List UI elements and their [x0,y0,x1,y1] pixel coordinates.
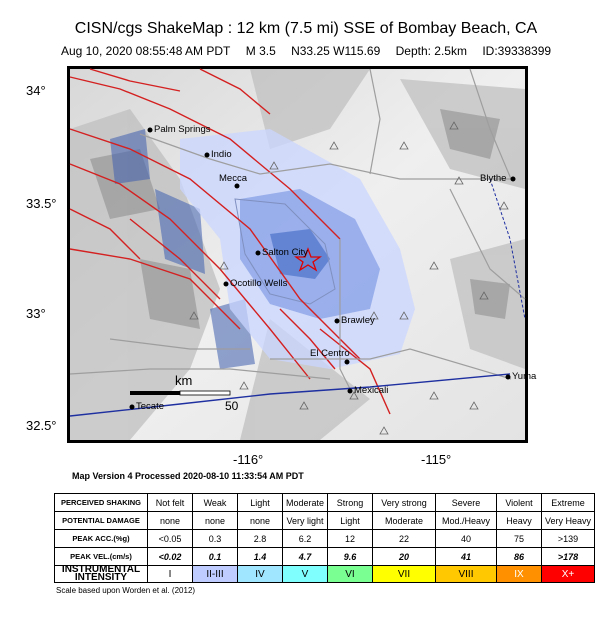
city-label-salton-city: Salton City [262,247,308,258]
legend-cell: 20 [373,548,436,566]
legend-cell: <0.05 [148,530,193,548]
intensity-swatch: II-III [193,566,238,583]
event-id: ID:39338399 [482,44,552,58]
legend-cell: Violent [497,494,542,512]
city-label-mexicali: Mexicali [354,385,389,396]
legend-row-potential-damage [55,512,595,530]
city-label-palm-springs: Palm Springs [154,124,211,135]
legend-header: PEAK VEL.(cm/s) [55,548,148,566]
scale-credit: Scale based upon Worden et al. (2012) [56,586,196,595]
city-label-mecca: Mecca [219,173,247,184]
lon-label-115: -115° [421,452,452,467]
legend-cell: Light [328,512,373,530]
city-label-tecate: Tecate [136,401,164,412]
legend-cell: Heavy [497,512,542,530]
scale-bar-value: 50 [225,399,239,413]
legend-header: INSTRUMENTAL INTENSITY [55,566,148,583]
legend-cell: >178 [542,548,595,566]
intensity-swatch: X+ [542,566,595,583]
legend-cell: 86 [497,548,542,566]
intensity-swatch: IV [238,566,283,583]
legend-row-peak-acc [55,530,595,548]
legend-cell: Weak [193,494,238,512]
lat-label-34: 34° [26,83,46,98]
legend-cell: 9.6 [328,548,373,566]
event-info [0,44,612,58]
legend-cell: Moderate [373,512,436,530]
lat-label-33: 33° [26,306,46,321]
scale-bar-unit: km [175,373,193,388]
intensity-swatch: VI [328,566,373,583]
map-title: CISN/cgs ShakeMap : 12 km (7.5 mi) SSE of Bombay Beach, CA [74,20,538,37]
legend-cell: Very Heavy [542,512,595,530]
event-depth: Depth: 2.5km [395,44,467,58]
legend-cell: 1.4 [238,548,283,566]
intensity-swatch: V [283,566,328,583]
scale-bar-white [180,391,230,395]
legend-cell: 40 [436,530,497,548]
legend-cell: Severe [436,494,497,512]
scale-bar-black [130,391,180,395]
legend-cell: none [193,512,238,530]
intensity-swatch: VII [373,566,436,583]
legend-cell: Extreme [542,494,595,512]
legend-header: PEAK ACC.(%g) [55,530,148,548]
legend-cell: 22 [373,530,436,548]
legend-cell: 6.2 [283,530,328,548]
event-datetime: Aug 10, 2020 08:55:48 AM PDT [60,44,231,58]
legend-cell: Moderate [283,494,328,512]
legend-cell: 75 [497,530,542,548]
city-label-yuma: Yuma [512,371,537,382]
city-label-ocotillo-wells: Ocotillo Wells [230,278,288,289]
legend-row-perceived-shaking [55,494,595,512]
legend-cell: >139 [542,530,595,548]
legend-row-instrumental-intensity [55,566,595,583]
legend-cell: 2.8 [238,530,283,548]
legend-cell: Light [238,494,283,512]
event-location: N33.25 W115.69 [291,44,381,58]
legend-header: PERCEIVED SHAKING [55,494,148,512]
legend-cell: <0.02 [148,548,193,566]
city-label-indio: Indio [211,149,232,160]
event-magnitude: M 3.5 [245,44,276,58]
legend-cell: Mod./Heavy [436,512,497,530]
legend-cell: Very strong [373,494,436,512]
intensity-swatch: I [148,566,193,583]
legend-header: POTENTIAL DAMAGE [55,512,148,530]
legend-cell: 12 [328,530,373,548]
legend-cell: Strong [328,494,373,512]
lat-label-33-5: 33.5° [26,196,57,211]
city-label-blythe: Blythe [480,173,507,184]
lon-label-116: -116° [233,452,264,467]
legend-cell: Not felt [148,494,193,512]
lat-label-32-5: 32.5° [26,418,57,433]
legend-cell: 0.1 [193,548,238,566]
city-label-brawley: Brawley [341,315,375,326]
intensity-legend [54,493,595,583]
legend-cell: 4.7 [283,548,328,566]
intensity-swatch: IX [497,566,542,583]
intensity-swatch: VIII [436,566,497,583]
legend-cell: 0.3 [193,530,238,548]
legend-cell: Very light [283,512,328,530]
legend-cell: none [238,512,283,530]
legend-cell: 41 [436,548,497,566]
map-version-note: Map Version 4 Processed 2020-08-10 11:33:54 AM PDT [72,471,304,481]
shakemap-map[interactable] [67,66,537,443]
legend-cell: none [148,512,193,530]
city-label-el-centro: El Centro [310,348,350,359]
legend-row-peak-vel [55,548,595,566]
